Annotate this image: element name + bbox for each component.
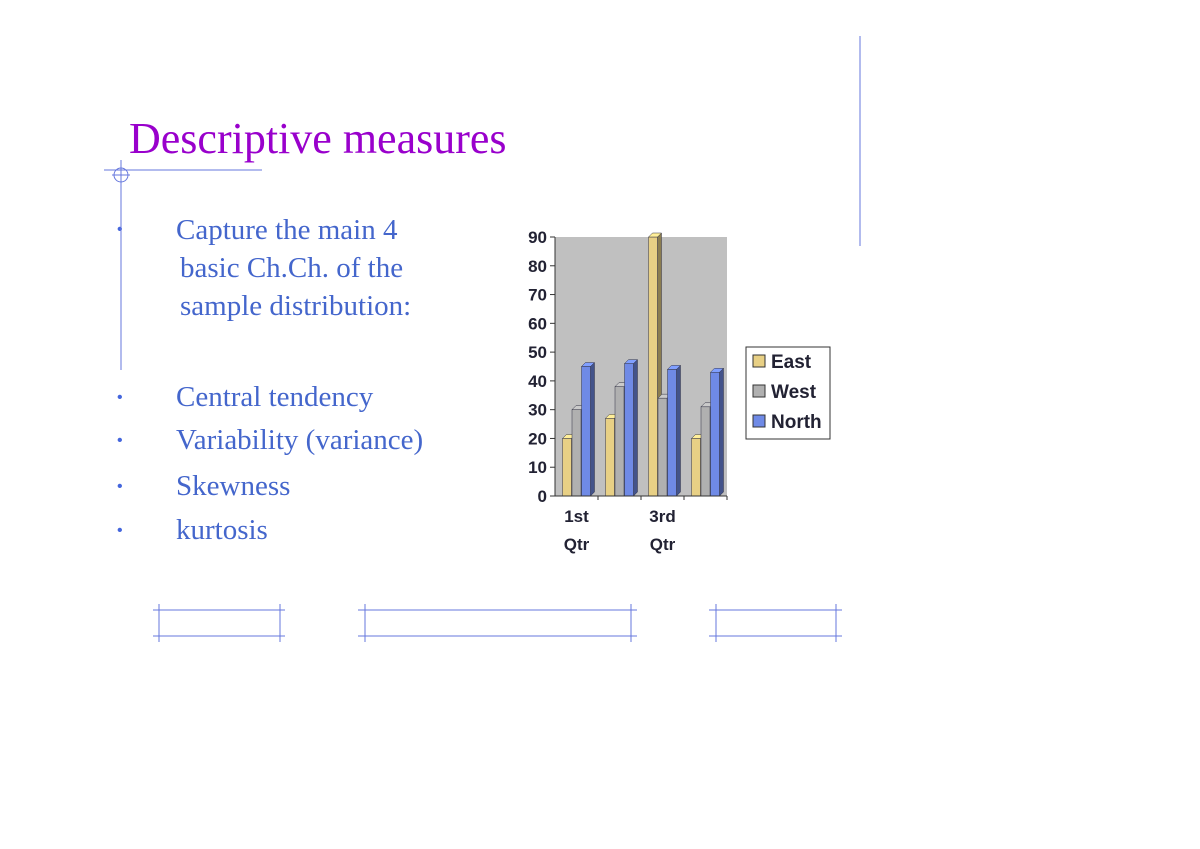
bullet-kurtosis: kurtosis (176, 514, 268, 546)
legend-swatch-east (753, 355, 765, 367)
slide-title: Descriptive measures (129, 114, 507, 163)
y-tick-label: 70 (528, 285, 547, 305)
bullet-icon: • (117, 478, 123, 495)
footer-box-left (153, 604, 285, 642)
x-tick-label: 1st (564, 507, 589, 526)
bar-north-1 (582, 363, 595, 497)
intro-bullet-icon: • (117, 221, 123, 238)
y-tick-label: 90 (528, 228, 547, 247)
decorative-guides (104, 36, 860, 642)
y-tick-label: 80 (528, 256, 547, 276)
y-tick-label: 60 (528, 314, 547, 334)
intro-line-2: basic Ch.Ch. of the (180, 252, 404, 284)
chart-legend (746, 347, 830, 439)
chart-y-axis (528, 228, 555, 506)
legend-label-east: East (771, 352, 812, 373)
y-tick-label: 0 (537, 487, 547, 506)
chart-x-axis (555, 496, 727, 500)
x-tick-label: 3rd (649, 507, 676, 526)
bullet-icon: • (117, 389, 123, 406)
footer-box-center (358, 604, 637, 642)
y-tick-label: 20 (528, 429, 547, 449)
x-tick-label: Qtr (563, 535, 590, 554)
chart-x-labels (564, 507, 676, 554)
bullet-central-tendency: Central tendency (176, 381, 374, 413)
bullet-skewness: Skewness (176, 470, 291, 502)
legend-label-north: North (771, 412, 822, 433)
legend-swatch-west (753, 385, 765, 397)
bullet-variability: Variability (variance) (176, 424, 424, 456)
bullet-icon: • (117, 522, 123, 539)
bar-north-3 (668, 365, 681, 496)
legend-swatch-north (753, 415, 765, 427)
bullet-icon: • (117, 432, 123, 449)
x-tick-label: Qtr (649, 535, 676, 554)
y-tick-label: 10 (528, 458, 547, 478)
y-tick-label: 30 (528, 400, 547, 420)
y-tick-label: 50 (528, 343, 547, 363)
intro-line-1: Capture the main 4 (176, 214, 398, 246)
bar-north-4 (711, 368, 724, 496)
y-tick-label: 40 (528, 371, 547, 391)
intro-line-3: sample distribution: (180, 290, 412, 322)
bar-north-2 (625, 360, 638, 496)
footer-box-right (709, 604, 842, 642)
legend-label-west: West (771, 382, 817, 403)
bar-chart (528, 228, 727, 554)
